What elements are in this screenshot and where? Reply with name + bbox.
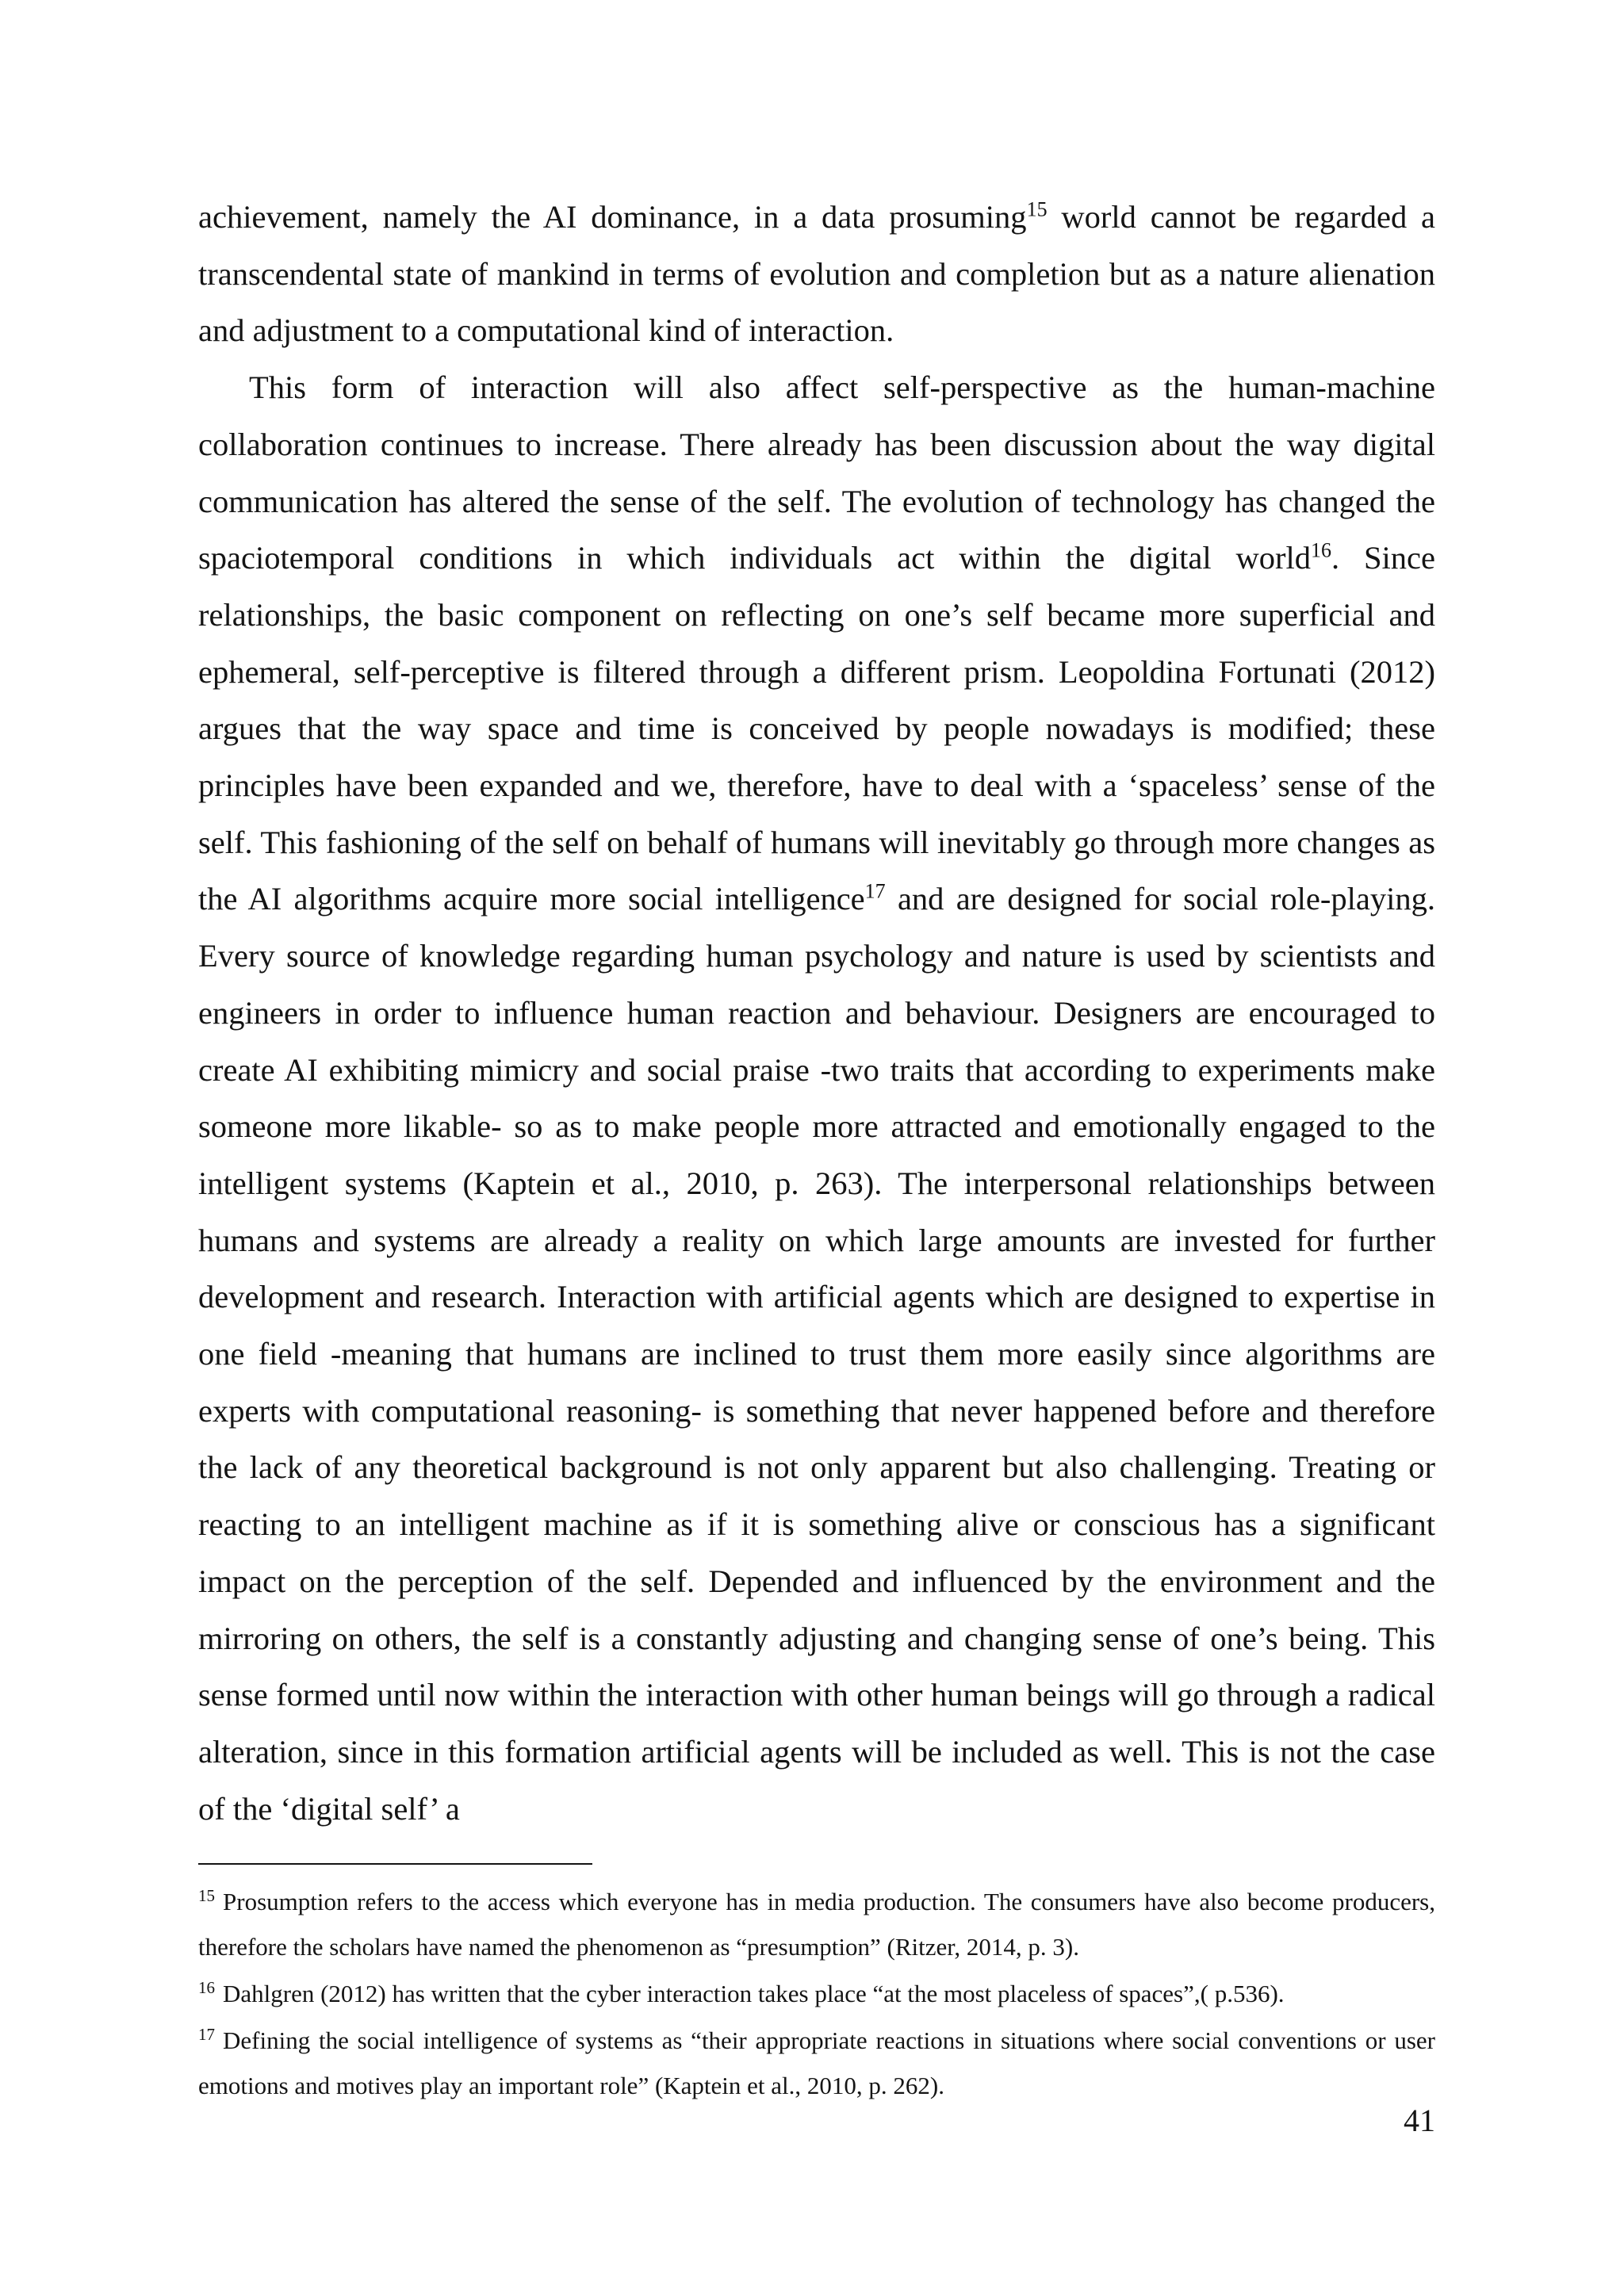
page-number: 41 [1404, 2103, 1435, 2138]
footnote [198, 2018, 1435, 2108]
footnote-mark: 16 [198, 1977, 215, 1997]
footnote-mark: 15 [198, 1885, 215, 1905]
footnote-separator [198, 1863, 592, 1865]
text-segment: world cannot be regarded a transcendental state of mankind in terms of evolution and completion but as a nature alienation and adjustment to a computational kind of interaction. [198, 199, 1435, 349]
footnote-text: Prosumption refers to the access which everyone has in media production. The consumers have also become producers, therefore the scholars have named the phenomenon as “presumption” (Ritzer, 2014, p. 3). [198, 1888, 1435, 1961]
body-text [198, 189, 1435, 1837]
footnote-reference[interactable]: 15 [1026, 197, 1048, 221]
footnote [198, 1971, 1435, 2016]
footnote-text: Dahlgren (2012) has written that the cyber interaction takes place “at the most placeless of spaces”,( p.536). [223, 1980, 1285, 2007]
footnotes [198, 1879, 1435, 2110]
text-segment: and are designed for social role-playing. Every source of knowledge regarding human psychology and nature is used by scientists and engineers in order to influence human reaction and behaviour. Designers are encouraged to create AI exhibiting mimicry and social praise -two traits that according to experiments make someone more likable- so as to make people more attracted and emotionally engaged to the intelligent systems (Kaptein et al., 2010, p. 263). The interpersonal relationships between humans and systems are already a reality on which large amounts are invested for further development and research. Interaction with artificial agents which are designed to expertise in one field -meaning that humans are inclined to trust them more easily since algorithms are experts with computational reasoning- is something that never happened before and therefore the lack of any theoretical background is not only apparent but also challenging. Treating or reacting to an intelligent machine as if it is something alive or conscious has a significant impact on the perception of the self. Depended and influenced by the environment and the mirroring on others, the self is a constantly adjusting and changing sense of one’s being. This sense formed until now within the interaction with other human beings will go through a radical alteration, since in this formation artificial agents will be included as well. This is not the case of the ‘digital self’ a [198, 881, 1435, 1827]
text-segment: . Since relationships, the basic component on reflecting on one’s self became more superficial and ephemeral, self-perceptive is filtered through a different prism. Leopoldina Fortunati (2012) argues that the way space and time is conceived by people nowadays is modified; these principles have been expanded and we, therefore, have to deal with a ‘spaceless’ sense of the self. This fashioning of the self on behalf of humans will inevitably go through more changes as the AI algorithms acquire more social intelligence [198, 540, 1435, 917]
text-segment: achievement, namely the AI dominance, in a data prosuming [198, 199, 1027, 235]
footnote-reference[interactable]: 17 [864, 879, 886, 903]
footnote-text: Defining the social intelligence of systems as “their appropriate reactions in situations where social conventions or user emotions and motives play an important role” (Kaptein et al., 2010, p. 262). [198, 2026, 1435, 2099]
text-segment: This form of interaction will also affect self-perspective as the human-machine collaboration continues to increase. There already has been discussion about the way digital communication has altered the sense of the self. The evolution of technology has changed the spaciotemporal conditions in which individuals act within the digital world [198, 369, 1435, 576]
paragraph [198, 189, 1435, 359]
paragraph [198, 359, 1435, 1837]
footnote [198, 1879, 1435, 1969]
footnote-reference[interactable]: 16 [1310, 538, 1331, 562]
footnote-mark: 17 [198, 2024, 215, 2044]
